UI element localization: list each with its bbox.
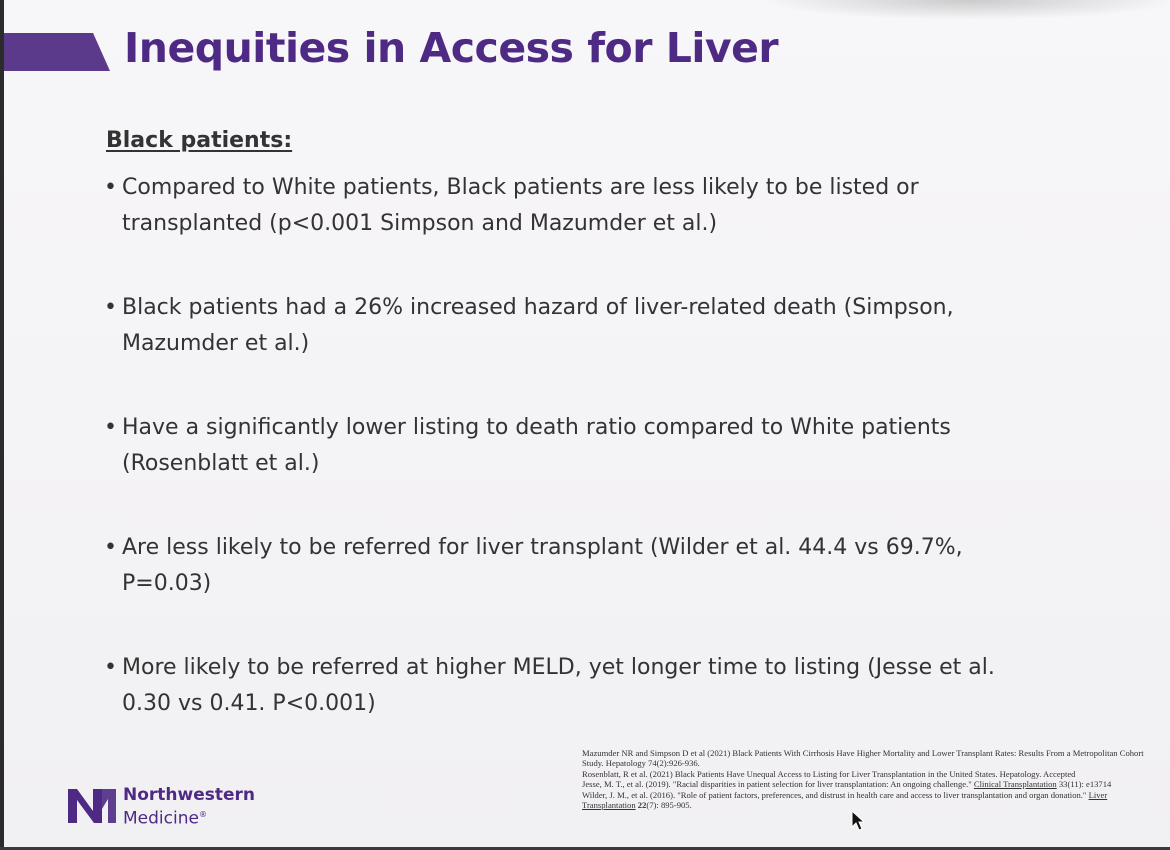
bullet-icon: •	[104, 535, 117, 560]
northwestern-medicine-logo-icon	[66, 787, 118, 825]
logo-name: Northwestern	[123, 785, 256, 805]
top-shadow	[760, 0, 1170, 20]
title-accent-bar	[4, 33, 110, 71]
list-item	[104, 530, 1004, 602]
list-item	[104, 170, 1004, 242]
reference-item: Rosenblatt, R et al. (2021) Black Patients Have Unequal Access to Listing for Liver Transplantation in the United States. Hepatology. Accepted	[582, 768, 1076, 779]
list-item	[104, 650, 1004, 722]
bullet-icon: •	[104, 655, 117, 680]
list-item	[104, 290, 1004, 362]
bullet-text: Are less likely to be referred for liver transplant (Wilder et al. 44.4 vs 69.7%, P=0.03)	[122, 535, 963, 596]
section-heading: Black patients:	[106, 128, 293, 153]
reference-item: Mazumder NR and Simpson D et al (2021) Black Patients With Cirrhosis Have Higher Mortality and Lower Transplant Rates: Results From a Metropolitan Cohort Study. Hepatology 74(2):926-936.	[582, 748, 1144, 769]
bullet-text: Black patients had a 26% increased hazard of liver-related death (Simpson, Mazumder et al.)	[122, 295, 954, 356]
bullet-icon: •	[104, 415, 117, 440]
bullet-text: Have a significantly lower listing to death ratio compared to White patients (Rosenblatt et al.)	[122, 415, 951, 476]
logo-subtitle: Medicine®	[123, 808, 207, 829]
bullet-text: Compared to White patients, Black patients are less likely to be listed or transplanted (p<0.001 Simpson and Mazumder et al.)	[122, 175, 919, 236]
left-frame-edge	[0, 0, 4, 850]
bullet-list	[104, 170, 1004, 770]
bullet-icon: •	[104, 295, 117, 320]
reference-item: Jesse, M. T., et al. (2019). "Racial disparities in patient selection for liver transplantation: An ongoing challenge." Clinical Transplantation 33(11): e13714	[582, 779, 1112, 790]
mouse-pointer-icon	[851, 810, 865, 832]
logo-wordmark	[123, 786, 255, 829]
slide-title: Inequities in Access for Liver	[124, 24, 779, 72]
references	[582, 748, 1158, 810]
bullet-text: More likely to be referred at higher MELD, yet longer time to listing (Jesse et al. 0.30 vs 0.41. P<0.001)	[122, 655, 995, 716]
reference-item: Wilder, J. M., et al. (2016). "Role of patient factors, preferences, and distrust in health care and access to liver transplantation and organ donation." Liver Transplantation 22(7): 895-905.	[582, 789, 1108, 811]
bullet-icon: •	[104, 175, 117, 200]
list-item	[104, 410, 1004, 482]
